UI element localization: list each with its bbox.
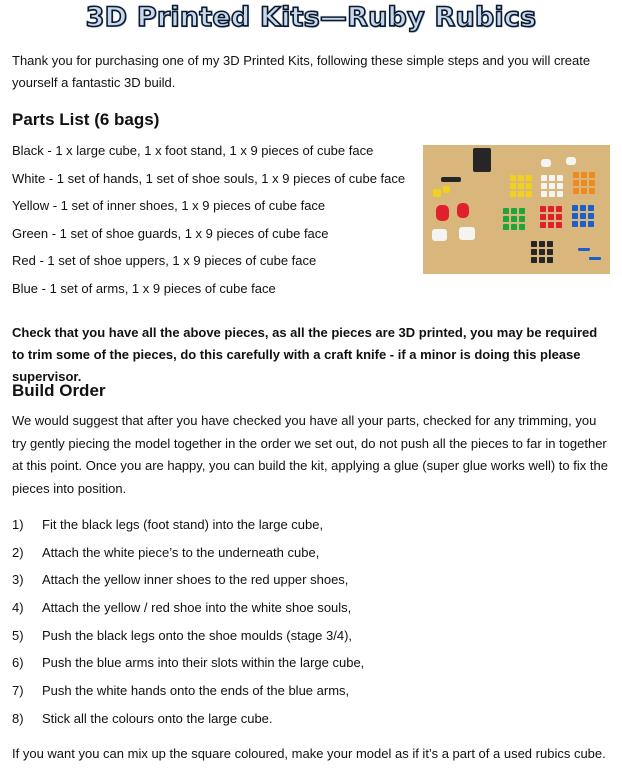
photo-white-hand [541,159,551,167]
parts-item-white: White - 1 set of hands, 1 set of shoe souls, 1 x 9 pieces of cube face [12,170,406,186]
photo-green-tile [511,216,517,222]
photo-black-tile [531,257,537,263]
step-number: 2) [12,544,24,560]
photo-orange-tile [573,172,579,178]
photo-orange-tile [581,180,587,186]
parts-item-blue: Blue - 1 set of arms, 1 x 9 pieces of cube face [12,280,276,296]
photo-blue-tile [580,213,586,219]
photo-yellow-tile [518,175,524,181]
photo-white-tile [549,175,555,181]
build-step [12,569,610,597]
page-title: 3D Printed Kits—Ruby Rubics [85,2,537,33]
step-text: Fit the black legs (foot stand) into the large cube, [42,517,324,532]
build-step [12,708,610,736]
step-number: 7) [12,683,24,699]
parts-item-green: Green - 1 set of shoe guards, 1 x 9 pieces of cube face [12,225,329,241]
photo-orange-tile [589,172,595,178]
photo-green-tile [519,224,525,230]
photo-black-tile [539,249,545,255]
photo-black-tile [539,241,545,247]
photo-red-tile [556,206,562,212]
photo-green-tile [511,224,517,230]
build-step [12,625,610,653]
photo-blue-tile [588,205,594,211]
build-steps-list [12,514,610,736]
step-number: 1) [12,517,24,532]
step-text: Push the black legs onto the shoe moulds (stage 3/4), [42,627,353,643]
step-text: Attach the yellow / red shoe into the white shoe souls, [42,600,352,616]
step-number: 3) [12,572,24,588]
photo-white-tile [557,175,563,181]
photo-black-tile [547,257,553,263]
photo-green-tile [503,224,509,230]
photo-white-tile [557,183,563,189]
photo-yellow-tile [518,191,524,197]
outro-paragraph: If you want you can mix up the square coloured, make your model as if it’s a part of a used rubics cube. [12,746,606,761]
photo-red-tile [540,214,546,220]
photo-black-tile [531,249,537,255]
photo-red-shoe-upper [436,205,449,221]
photo-blue-arm [578,248,590,251]
photo-white-tile [541,183,547,189]
photo-blue-arm [589,257,601,260]
parts-item-red: Red - 1 set of shoe uppers, 1 x 9 pieces of cube face [12,253,317,269]
step-number: 5) [12,627,24,643]
photo-red-tile [540,222,546,228]
step-text: Push the blue arms into their slots within the large cube, [42,655,365,671]
photo-yellow-tile [510,191,516,197]
build-intro-paragraph: We would suggest that after you have checked you have all your parts, checked for any trimming, you try gently piecing the model together in the order we set out, do not push all the pieces to far in together at this point. Once you are happy, you can build the kit, applying a glue (super glue works well) to fix the pieces into position. [12,413,608,496]
check-note: Check that you have all the above pieces, as all the pieces are 3D printed, you may be required to trim some of the pieces, do this carefully with a craft knife - if a minor is doing this please supervisor. [12,325,598,384]
build-step [12,542,610,570]
photo-yellow-tile [526,191,532,197]
photo-red-tile [548,214,554,220]
step-text: Attach the yellow inner shoes to the red upper shoes, [42,572,349,588]
photo-white-shoe-sole [432,229,447,241]
photo-white-hand [566,157,576,165]
photo-orange-tile [589,188,595,194]
photo-blue-tile [588,213,594,219]
parts-list-heading: Parts List (6 bags) [12,110,160,129]
photo-black-tile [547,241,553,247]
photo-yellow-tile [510,175,516,181]
photo-black-foot-stand [441,177,461,182]
photo-yellow-tile [518,183,524,189]
step-number: 6) [12,655,24,671]
photo-white-tile [549,183,555,189]
parts-item-yellow: Yellow - 1 set of inner shoes, 1 x 9 pieces of cube face [12,198,326,214]
photo-yellow-tile [526,183,532,189]
photo-blue-tile [572,221,578,227]
photo-blue-tile [580,221,586,227]
intro-paragraph: Thank you for purchasing one of my 3D Printed Kits, following these simple steps and you will create yourself a fantastic 3D build. [12,53,591,90]
step-number: 4) [12,600,24,616]
build-step [12,514,610,542]
step-text: Push the white hands onto the ends of the blue arms, [42,683,350,699]
photo-blue-tile [572,205,578,211]
build-step [12,597,610,625]
photo-orange-tile [581,172,587,178]
photo-yellow-tile [510,183,516,189]
photo-black-tile [547,249,553,255]
build-order-heading: Build Order [12,381,106,400]
photo-blue-tile [572,213,578,219]
photo-green-tile [519,208,525,214]
parts-list [12,140,412,306]
step-text: Stick all the colours onto the large cube. [42,710,273,726]
photo-orange-tile [573,180,579,186]
photo-red-tile [556,222,562,228]
step-text: Attach the white piece’s to the underneath cube, [42,544,320,560]
photo-red-tile [548,206,554,212]
photo-orange-tile [573,188,579,194]
build-step [12,652,610,680]
photo-black-tile [531,241,537,247]
step-number: 8) [12,710,24,726]
photo-white-tile [541,175,547,181]
parts-item-black: Black - 1 x large cube, 1 x foot stand, 1 x 9 pieces of cube face [12,143,374,158]
photo-black-cube [473,148,491,172]
photo-white-tile [541,191,547,197]
photo-black-tile [539,257,545,263]
photo-white-shoe-sole [459,227,475,240]
photo-red-tile [540,206,546,212]
photo-yellow-tile [526,175,532,181]
photo-green-tile [511,208,517,214]
photo-orange-tile [581,188,587,194]
photo-blue-tile [580,205,586,211]
kit-parts-photo [423,145,610,274]
photo-white-tile [549,191,555,197]
photo-yellow-inner-shoe [443,186,450,193]
photo-green-tile [503,208,509,214]
photo-red-shoe-upper [457,203,469,218]
photo-orange-tile [589,180,595,186]
photo-red-tile [548,222,554,228]
photo-white-tile [557,191,563,197]
photo-yellow-inner-shoe [433,189,441,197]
photo-red-tile [556,214,562,220]
photo-green-tile [519,216,525,222]
photo-green-tile [503,216,509,222]
build-step [12,680,610,708]
photo-blue-tile [588,221,594,227]
